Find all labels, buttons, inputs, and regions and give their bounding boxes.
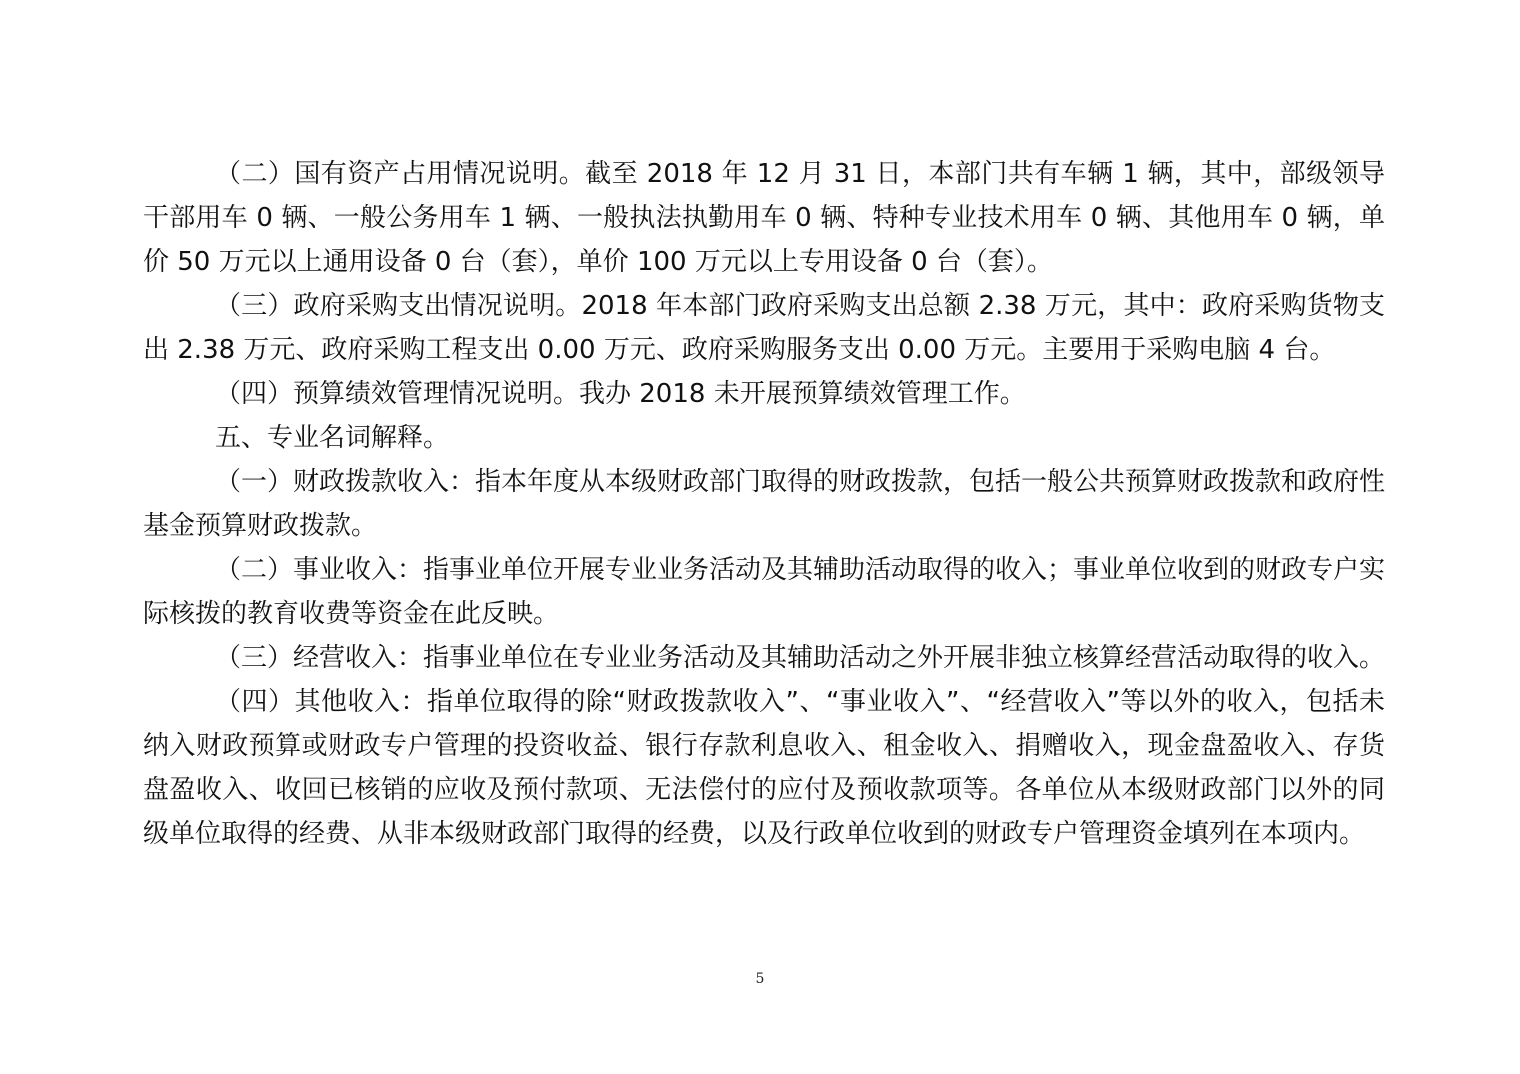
paragraph-state-assets: （二）国有资产占用情况说明。截至 2018 年 12 月 31 日，本部门共有车辆 1 辆，其中，部级领导干部用车 0 辆、一般公务用车 1 辆、一般执法执勤用车 0 辆、特种专业技术用车 0 辆、其他用车 0 辆，单价 50 万元以上通用设备 0 台（套），单价 100 万元以上专用设备 0 台（套）。: [143, 159, 1385, 277]
section-heading-terminology: 五、专业名词解释。: [215, 423, 450, 453]
paragraph-operating-income: （三）经营收入：指事业单位在专业业务活动及其辅助活动之外开展非独立核算经营活动取得的收入。: [215, 643, 1386, 673]
paragraph-business-income: （二）事业收入：指事业单位开展专业业务活动及其辅助活动取得的收入；事业单位收到的财政专户实际核拨的教育收费等资金在此反映。: [143, 555, 1386, 629]
paragraph-fiscal-appropriation-income: （一）财政拨款收入：指本年度从本级财政部门取得的财政拨款，包括一般公共预算财政拨款和政府性基金预算财政拨款。: [143, 467, 1386, 541]
page-number: 5: [755, 971, 765, 987]
paragraph-government-procurement: （三）政府采购支出情况说明。2018 年本部门政府采购支出总额 2.38 万元，其中：政府采购货物支出 2.38 万元、政府采购工程支出 0.00 万元、政府采购服务支出 0.00 万元。主要用于采购电脑 4 台。: [143, 291, 1385, 365]
document-body: [143, 152, 1385, 856]
paragraph-budget-performance: （四）预算绩效管理情况说明。我办 2018 未开展预算绩效管理工作。: [215, 379, 1026, 409]
paragraph-other-income: （四）其他收入：指单位取得的除“财政拨款收入”、“事业收入”、“经营收入”等以外的收入，包括未纳入财政预算或财政专户管理的投资收益、银行存款利息收入、租金收入、捐赠收入，现金盘盈收入、存货盘盈收入、收回已核销的应收及预付款项、无法偿付的应付及预收款项等。各单位从本级财政部门以外的同级单位取得的经费、从非本级财政部门取得的经费，以及行政单位收到的财政专户管理资金填列在本项内。: [143, 687, 1385, 849]
